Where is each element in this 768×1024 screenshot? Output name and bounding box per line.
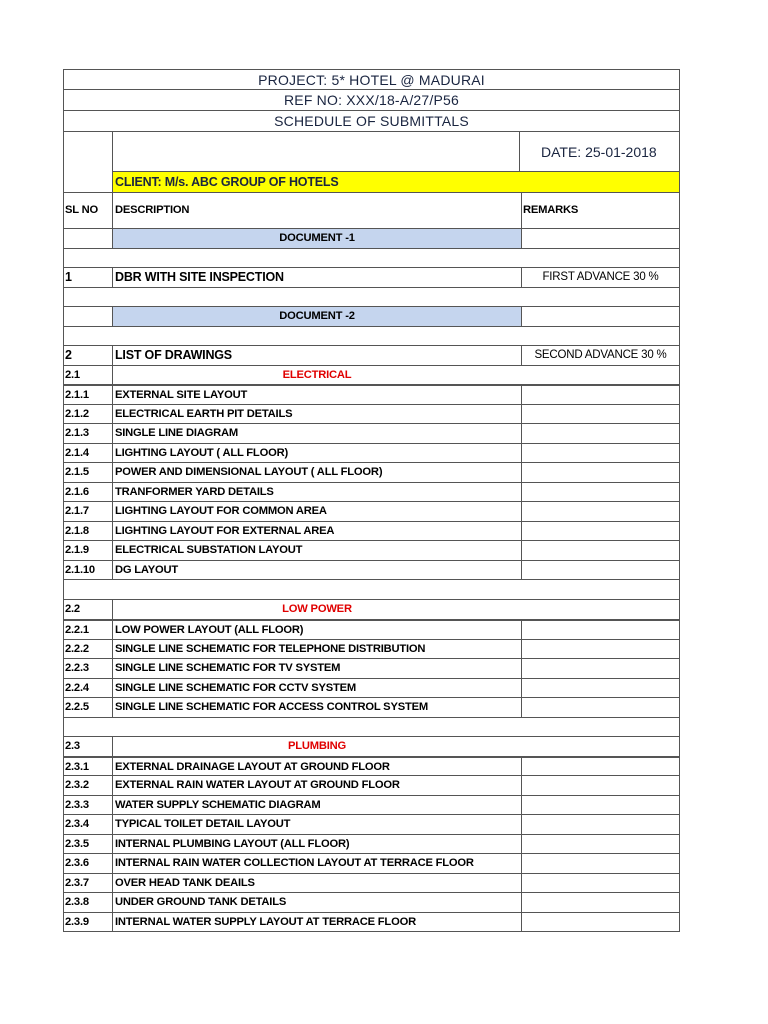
item-sl: 2.1.6 — [65, 485, 89, 498]
table-row — [63, 776, 680, 796]
document-1-item-row — [63, 268, 680, 288]
item-remark — [521, 758, 679, 776]
schedule-title: SCHEDULE OF SUBMITTALS — [63, 111, 680, 132]
item-description: OVER HEAD TANK DEAILS — [112, 874, 521, 893]
table-row — [63, 913, 680, 933]
item-remark — [521, 541, 679, 560]
header-remarks: REMARKS — [521, 193, 679, 228]
item-remark — [521, 776, 679, 795]
plumbing-sl: 2.3 — [65, 739, 80, 752]
item-remark — [521, 444, 679, 463]
item-sl: 2.1.5 — [65, 466, 89, 478]
document-2-heading: DOCUMENT -2 — [112, 307, 521, 326]
date-divider — [519, 132, 520, 171]
low-power-heading-row — [63, 600, 680, 620]
item-description: LIGHTING LAYOUT ( ALL FLOOR) — [112, 444, 521, 463]
doc2-description: LIST OF DRAWINGS — [112, 346, 521, 365]
table-row — [63, 424, 680, 444]
item-sl: 2.2.4 — [65, 681, 89, 694]
item-sl: 2.2.3 — [65, 662, 89, 674]
plumbing-heading-row — [63, 737, 680, 757]
item-remark — [521, 659, 679, 678]
spacer-row — [63, 288, 680, 307]
electrical-items — [63, 385, 680, 580]
table-row — [63, 698, 680, 718]
table-row — [63, 659, 680, 679]
item-sl: 2.3.2 — [65, 779, 89, 791]
doc1-description: DBR WITH SITE INSPECTION — [112, 268, 521, 287]
item-description: EXTERNAL DRAINAGE LAYOUT AT GROUND FLOOR — [112, 758, 521, 776]
item-sl: 2.3.1 — [65, 760, 89, 773]
item-remark — [521, 463, 679, 482]
item-sl: 2.2.1 — [65, 624, 89, 636]
item-description: INTERNAL RAIN WATER COLLECTION LAYOUT AT TERRACE FLOOR — [112, 854, 521, 873]
item-description: SINGLE LINE SCHEMATIC FOR TELEPHONE DISTRIBUTION — [112, 640, 521, 659]
table-row — [63, 757, 680, 777]
table-row — [63, 561, 680, 581]
item-description: DG LAYOUT — [112, 561, 521, 580]
item-description: EXTERNAL SITE LAYOUT — [112, 386, 521, 404]
plumbing-items — [63, 757, 680, 933]
client-label: CLIENT: M/s. ABC GROUP OF HOTELS — [115, 175, 339, 189]
item-sl: 2.1.2 — [65, 407, 89, 420]
item-remark — [521, 913, 679, 932]
table-row — [63, 815, 680, 835]
item-remark — [521, 522, 679, 541]
item-remark — [521, 815, 679, 834]
item-sl: 2.3.4 — [65, 818, 89, 830]
item-description: SINGLE LINE SCHEMATIC FOR ACCESS CONTROL SYSTEM — [112, 698, 521, 717]
item-sl: 2.2.2 — [65, 642, 89, 655]
document-1-heading-row — [63, 229, 680, 249]
item-description: ELECTRICAL EARTH PIT DETAILS — [112, 405, 521, 424]
item-description: TYPICAL TOILET DETAIL LAYOUT — [112, 815, 521, 834]
table-row — [63, 444, 680, 464]
date-client-block — [63, 132, 680, 193]
item-remark — [521, 698, 679, 717]
item-remark — [521, 796, 679, 815]
table-row — [63, 541, 680, 561]
item-description: ELECTRICAL SUBSTATION LAYOUT — [112, 541, 521, 560]
doc1-sl: 1 — [65, 270, 72, 284]
date-client-area — [112, 132, 679, 192]
spacer-row — [63, 580, 680, 600]
item-remark — [521, 679, 679, 698]
ref-number: REF NO: XXX/18-A/27/P56 — [63, 90, 680, 111]
item-sl: 2.1.8 — [65, 524, 89, 537]
submittals-table — [63, 69, 680, 932]
item-description: LOW POWER LAYOUT (ALL FLOOR) — [112, 621, 521, 639]
table-row — [63, 522, 680, 542]
item-sl: 2.2.5 — [65, 701, 89, 713]
item-sl: 2.3.8 — [65, 896, 89, 908]
low-power-sl: 2.2 — [65, 603, 80, 615]
table-row — [63, 483, 680, 503]
table-row — [63, 405, 680, 425]
item-description: SINGLE LINE DIAGRAM — [112, 424, 521, 443]
table-row — [63, 385, 680, 405]
item-description: LIGHTING LAYOUT FOR EXTERNAL AREA — [112, 522, 521, 541]
document-1-heading: DOCUMENT -1 — [112, 229, 521, 248]
table-row — [63, 874, 680, 894]
electrical-heading-row — [63, 366, 680, 385]
plumbing-heading: PLUMBING — [112, 737, 521, 756]
table-row — [63, 854, 680, 874]
item-description: INTERNAL WATER SUPPLY LAYOUT AT TERRACE FLOOR — [112, 913, 521, 932]
item-remark — [521, 424, 679, 443]
item-sl: 2.1.10 — [65, 563, 95, 576]
item-remark — [521, 640, 679, 659]
low-power-items — [63, 620, 680, 718]
spacer-row — [63, 249, 680, 268]
item-remark — [521, 483, 679, 502]
item-description: WATER SUPPLY SCHEMATIC DIAGRAM — [112, 796, 521, 815]
item-sl: 2.3.6 — [65, 857, 89, 869]
electrical-sl: 2.1 — [65, 369, 80, 381]
item-sl: 2.1.9 — [65, 544, 89, 556]
electrical-heading: ELECTRICAL — [112, 366, 521, 384]
date-row — [113, 132, 679, 172]
date-label: DATE: 25-01-2018 — [541, 144, 657, 160]
item-description: POWER AND DIMENSIONAL LAYOUT ( ALL FLOOR) — [112, 463, 521, 482]
header-description: DESCRIPTION — [112, 193, 521, 228]
table-row — [63, 679, 680, 699]
column-header-row — [63, 193, 680, 229]
project-title: PROJECT: 5* HOTEL @ MADURAI — [63, 69, 680, 90]
client-banner — [113, 172, 679, 192]
item-remark — [521, 835, 679, 854]
item-description: UNDER GROUND TANK DETAILS — [112, 893, 521, 912]
header-sl-no: SL NO — [65, 204, 98, 216]
doc2-sl: 2 — [65, 348, 72, 362]
item-remark — [521, 386, 679, 404]
item-description: TRANFORMER YARD DETAILS — [112, 483, 521, 502]
item-remark — [521, 405, 679, 424]
spacer-row — [63, 718, 680, 737]
spacer-row — [63, 327, 680, 346]
item-sl: 2.3.9 — [65, 915, 89, 928]
item-sl: 2.1.3 — [65, 427, 89, 439]
low-power-heading: LOW POWER — [112, 600, 521, 619]
item-remark — [521, 854, 679, 873]
document-2-heading-row — [63, 307, 680, 327]
item-remark — [521, 561, 679, 580]
item-description: INTERNAL PLUMBING LAYOUT (ALL FLOOR) — [112, 835, 521, 854]
doc1-remark: FIRST ADVANCE 30 % — [521, 268, 679, 287]
item-description: SINGLE LINE SCHEMATIC FOR CCTV SYSTEM — [112, 679, 521, 698]
table-row — [63, 893, 680, 913]
item-description: EXTERNAL RAIN WATER LAYOUT AT GROUND FLOOR — [112, 776, 521, 795]
item-sl: 2.1.7 — [65, 505, 89, 517]
table-row — [63, 796, 680, 816]
item-sl: 2.1.1 — [65, 389, 89, 401]
table-row — [63, 463, 680, 483]
table-row — [63, 620, 680, 640]
item-sl: 2.3.7 — [65, 876, 89, 889]
table-row — [63, 835, 680, 855]
item-remark — [521, 874, 679, 893]
blank-sl-cell — [64, 132, 112, 192]
table-row — [63, 502, 680, 522]
document-2-item-row — [63, 346, 680, 366]
item-sl: 2.1.4 — [65, 446, 89, 459]
item-remark — [521, 502, 679, 521]
item-remark — [521, 893, 679, 912]
item-remark — [521, 621, 679, 639]
item-description: LIGHTING LAYOUT FOR COMMON AREA — [112, 502, 521, 521]
item-sl: 2.3.5 — [65, 837, 89, 850]
doc2-remark: SECOND ADVANCE 30 % — [521, 346, 679, 365]
item-sl: 2.3.3 — [65, 798, 89, 811]
table-row — [63, 640, 680, 660]
item-description: SINGLE LINE SCHEMATIC FOR TV SYSTEM — [112, 659, 521, 678]
